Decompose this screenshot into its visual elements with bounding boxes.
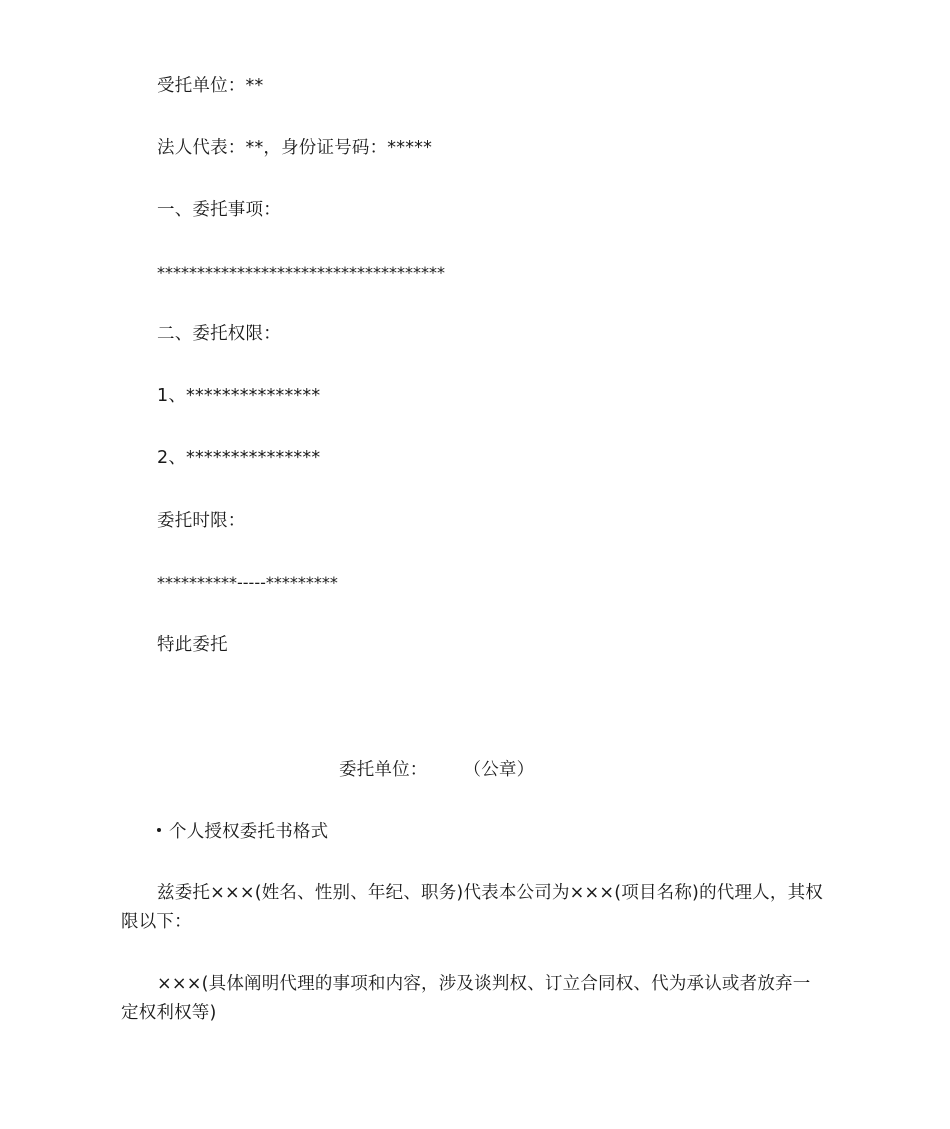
term-value: **********-----*********: [157, 573, 338, 592]
bullet-icon: [157, 828, 161, 832]
official-seal-label: （公章）: [463, 760, 535, 780]
scope-paragraph: ×××(具体阐明代理的事项和内容，涉及谈判权、订立合同权、代为承认或者放弃一定权利权等): [121, 974, 811, 1023]
authorization-paragraph: 兹委托×××(姓名、性别、年纪、职务)代表本公司为×××(项目名称)的代理人，其权限以下：: [121, 883, 823, 932]
bullet-heading: [157, 820, 328, 844]
closing-text: 特此委托: [157, 635, 228, 655]
authority-item-2: 2、***************: [157, 448, 321, 468]
entrusted-unit-line: 受托单位：**: [157, 76, 264, 96]
signing-unit-line: [339, 758, 534, 782]
legal-representative-line: 法人代表：**，身份证号码：*****: [157, 138, 433, 158]
bullet-heading-text: 个人授权委托书格式: [169, 822, 329, 842]
section-2-heading: 二、委托权限：: [157, 324, 281, 344]
authority-item-1: 1、***************: [157, 386, 321, 406]
section-1-content: ************************************: [157, 263, 445, 282]
section-1-heading: 一、委托事项：: [157, 200, 281, 220]
signing-unit-label: 委托单位：: [339, 760, 428, 780]
term-heading: 委托时限：: [157, 511, 246, 531]
